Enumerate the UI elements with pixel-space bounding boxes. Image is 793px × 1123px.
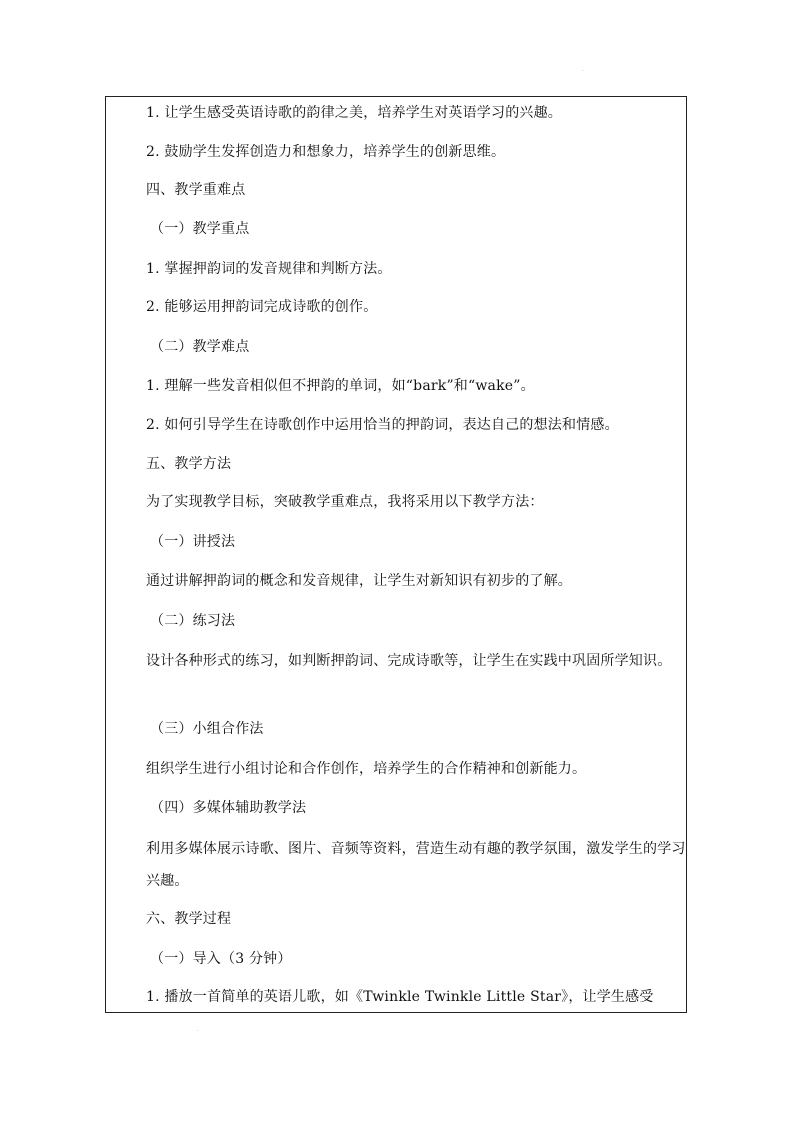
method-group-heading: （三）小组合作法 (150, 721, 264, 737)
method-group-text: 组织学生进行小组讨论和合作创作，培养学生的合作精神和创新能力。 (146, 761, 587, 777)
method-practice-heading: （二）练习法 (150, 613, 236, 629)
methods-intro: 为了实现教学目标，突破教学重难点，我将采用以下教学方法： (146, 494, 544, 510)
key-point-line-2: 2. 能够运用押韵词完成诗歌的创作。 (146, 299, 378, 315)
method-multimedia-text: 利用多媒体展示诗歌、图片、音频等资料，营造生动有趣的教学氛围，激发学生的学习兴趣。 (146, 841, 686, 889)
objective-line-1: 1. 让学生感受英语诗歌的韵律之美，培养学生对英语学习的兴趣。 (146, 105, 563, 121)
corner-mark: . (197, 1026, 199, 1033)
process-intro-heading: （一）导入（3 分钟） (150, 951, 292, 967)
section-heading-methods: 五、教学方法 (146, 456, 232, 472)
difficult-point-line-2: 2. 如何引导学生在诗歌创作中运用恰当的押韵词，表达自己的想法和情感。 (146, 417, 619, 433)
method-lecture-text: 通过讲解押韵词的概念和发音规律，让学生对新知识有初步的了解。 (146, 573, 572, 589)
section-heading-process: 六、教学过程 (146, 911, 232, 927)
subheading-difficult-points: （二）教学难点 (150, 339, 250, 355)
corner-mark: . (582, 66, 584, 73)
process-intro-line-1: 1. 播放一首简单的英语儿歌，如《Twinkle Twinkle Little Star》，让学生感受 (146, 989, 654, 1005)
key-point-line-1: 1. 掌握押韵词的发音规律和判断方法。 (146, 261, 392, 277)
method-multimedia-heading: （四）多媒体辅助教学法 (150, 800, 307, 816)
objective-line-2: 2. 鼓励学生发挥创造力和想象力，培养学生的创新思维。 (146, 144, 506, 160)
method-practice-text: 设计各种形式的练习，如判断押韵词、完成诗歌等，让学生在实践中巩固所学知识。 (146, 653, 672, 669)
section-heading-key-points: 四、教学重难点 (146, 182, 246, 198)
subheading-key-points: （一）教学重点 (150, 221, 250, 237)
method-lecture-heading: （一）讲授法 (150, 534, 236, 550)
difficult-point-line-1: 1. 理解一些发音相似但不押韵的单词，如“bark”和“wake”。 (146, 378, 535, 394)
